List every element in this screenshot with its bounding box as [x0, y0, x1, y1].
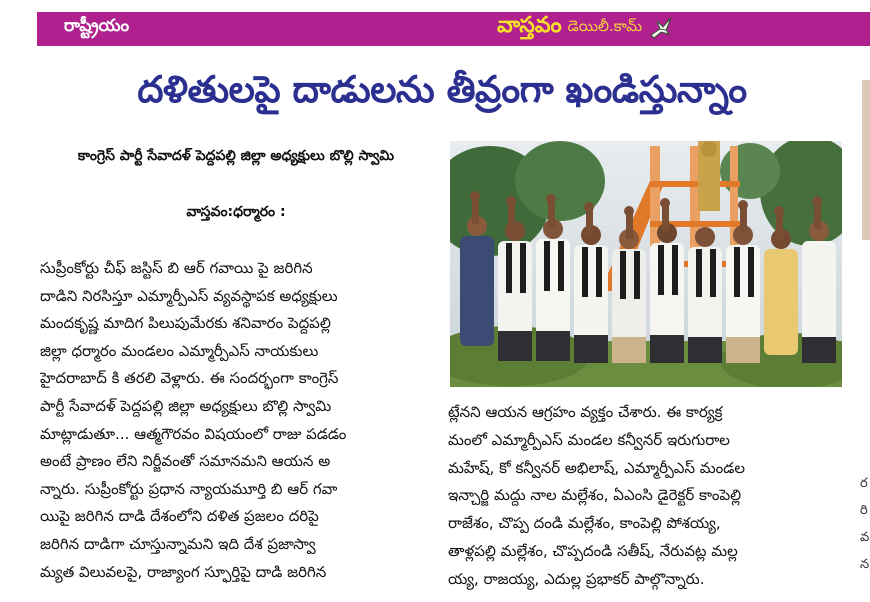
article-line: మందకృష్ణ మాదిగ పిలుపుమేరకు శనివారం పెద్దపల్లి [40, 314, 331, 333]
article-line: జరిగిన దాడిగా చూస్తున్నామని ఇది దేశ ప్రజాస్వా [40, 534, 316, 553]
article-line: జిల్లా ధర్మారం మండలం ఎమ్మార్పీఎస్ నాయకులు [40, 341, 319, 360]
adjacent-column-edge [860, 470, 870, 578]
section-banner [37, 12, 870, 46]
bird-icon [648, 15, 674, 41]
article-line: సుప్రీంకోర్టు చీఫ్ జస్టిస్ బి ఆర్ గవాయి పై జరిగిన [40, 259, 313, 277]
article-line: రాజేశం, చొప్ప దండి మల్లేశం, కాంపెల్లి పోశయ్య, [448, 514, 721, 533]
brand-logo [497, 13, 674, 43]
article-column-left [40, 255, 432, 586]
section-label: రాష్ట్రీయం [64, 16, 130, 36]
brand-name: వాస్తవం [497, 13, 562, 38]
article-line: అంటే ప్రాణం లేని నిర్జీవంతో సమానమని ఆయన అ [40, 452, 331, 471]
article-line: న్నారు. సుప్రీంకోర్టు ప్రధాన న్యాయమూర్తి బి ఆర్ గవా [40, 479, 338, 498]
article-line: య్య, రాజయ్య, ఎదుల్ల ప్రభాకర్ పాల్గొన్నారు. [448, 569, 705, 588]
edge-char: న [860, 557, 870, 572]
edge-char: రి [860, 503, 868, 518]
article-line: యిపై జరిగిన దాడి దేశంలోని దళిత ప్రజలం దరిపై [40, 507, 319, 526]
article-line: మ్యత విలువలపై, రాజ్యాంగ స్ఫూర్తిపై దాడి జరిగిన [40, 562, 327, 581]
news-photo-illustration [450, 141, 842, 387]
news-photo [450, 141, 842, 387]
article-line: మాట్లాడుతూ... ఆత్మగౌరవం విషయంలో రాజు పడడం [40, 424, 347, 443]
article-line: హైదరాబాద్ కి తరలి వెళ్లారు. ఈ సందర్భంగా కాంగ్రెస్ [40, 369, 339, 388]
edge-char: ర [860, 476, 868, 491]
article-column-right [448, 399, 846, 594]
article-line: మంలో ఎమ్మార్పీఎస్ మండల కన్వీనర్ ఇరుగురాల [448, 430, 730, 449]
article-line: తాళ్లపల్లి మల్లేశం, చొప్పదండి సతీష్, నేరువట్ల మల్ల [448, 541, 738, 560]
subheadline: కాంగ్రెస్ పార్టీ సేవాదళ్ పెద్దపల్లి జిల్లా అధ్యక్షులు బొల్లి స్వామి [77, 148, 395, 164]
article-line: మహేష్, కో కన్వీనర్ అభిలాష్, ఎమ్మార్పీఎస్ మండల [448, 458, 745, 477]
dateline: వాస్తవం:ధర్మారం : [186, 204, 286, 220]
headline: దళితులపై దాడులను తీవ్రంగా ఖండిస్తున్నాం [137, 68, 747, 111]
brand-site: డెయిలీ.కామ్ [567, 17, 643, 35]
adjacent-photo-edge [862, 80, 870, 240]
article-line: ట్లేనని ఆయన ఆగ్రహం వ్యక్తం చేశారు. ఈ కార్యక్ర [448, 403, 723, 421]
article-line: ఇన్చార్జి మద్దు నాల మల్లేశం, ఏఎంసి డైరెక్టర్ కాంపెల్లి [448, 486, 742, 505]
article-line: పార్టీ సేవాదళ్ పెద్దపల్లి జిల్లా అధ్యక్షులు బొల్లి స్వామి [40, 396, 332, 415]
edge-char: వ [860, 530, 870, 545]
article-line: దాడిని నిరసిస్తూ ఎమ్మార్పీఎస్ వ్యవస్థాపక అధ్యక్షులు [40, 286, 338, 305]
